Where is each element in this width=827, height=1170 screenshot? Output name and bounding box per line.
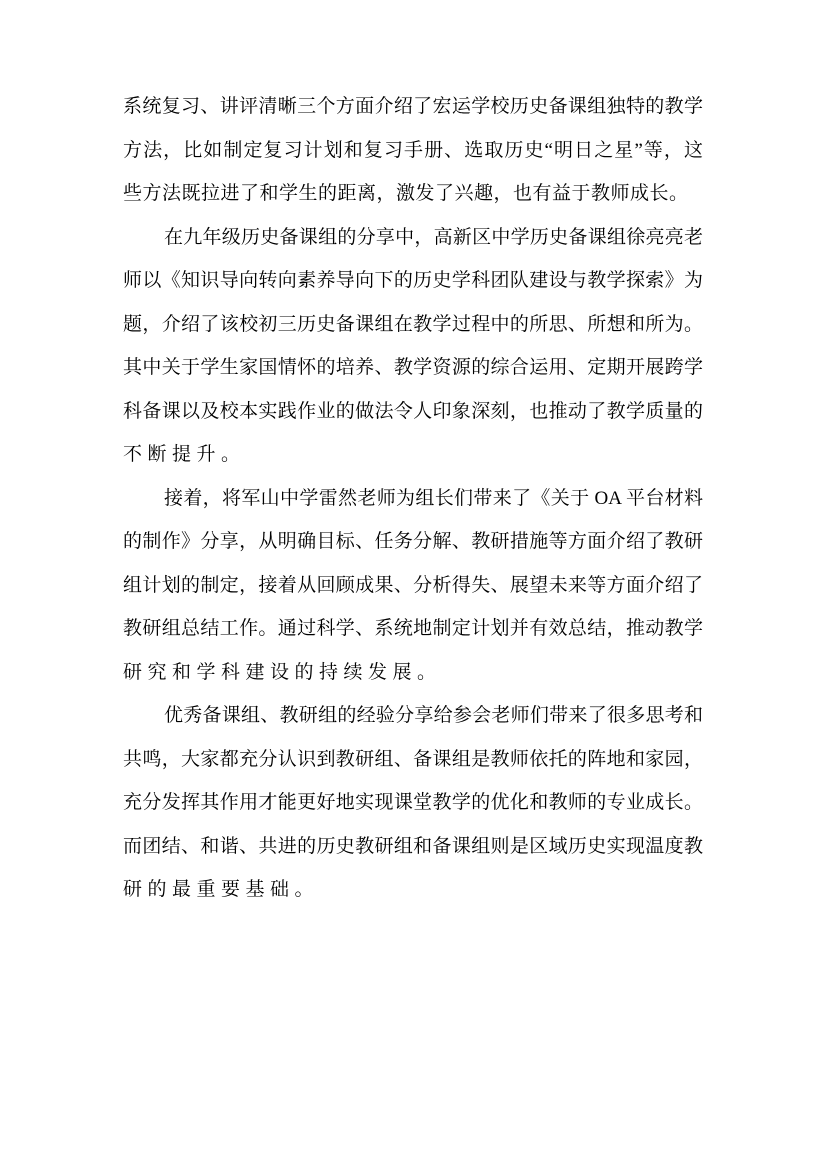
text-line: 研的最重要基础。 <box>123 879 320 900</box>
document-content <box>123 85 703 912</box>
text-line: 而团结、和谐、共进的历史教研组和备课组则是区域历史实现温度教 <box>123 835 703 857</box>
text-line: 师以《知识导向转向素养导向下的历史学科团队建设与教学探索》为 <box>123 270 703 291</box>
text-line: 接着，将军山中学雷然老师为组长们带来了《关于 OA 平台材料 <box>164 487 703 509</box>
paragraph <box>123 694 703 912</box>
text-line: 题，介绍了该校初三历史备课组在教学过程中的所思、所想和所为。 <box>123 313 703 335</box>
text-line: 的制作》分享，从明确目标、任务分解、教研措施等方面介绍了教研 <box>123 531 703 552</box>
paragraph <box>123 216 703 477</box>
text-line: 教研组总结工作。通过科学、系统地制定计划并有效总结，推动教学 <box>123 618 703 639</box>
text-line: 充分发挥其作用才能更好地实现课堂教学的优化和教师的专业成长。 <box>123 792 703 813</box>
text-line: 共鸣，大家都充分认识到教研组、备课组是教师依托的阵地和家园， <box>123 748 703 770</box>
text-line: 在九年级历史备课组的分享中，高新区中学历史备课组徐亮亮老 <box>164 226 703 248</box>
text-line: 不断提升。 <box>123 444 246 465</box>
text-line: 组计划的制定，接着从回顾成果、分析得失、展望未来等方面介绍了 <box>123 574 703 596</box>
text-line: 科备课以及校本实践作业的做法令人印象深刻，也推动了教学质量的 <box>123 400 703 422</box>
paragraph <box>123 85 703 216</box>
text-line: 研究和学科建设的持续发展。 <box>123 661 442 683</box>
text-line: 方法，比如制定复习计划和复习手册、选取历史“明日之星”等，这 <box>123 139 703 161</box>
text-line: 其中关于学生家国情怀的培养、教学资源的综合运用、定期开展跨学 <box>123 357 703 378</box>
text-line: 优秀备课组、教研组的经验分享给参会老师们带来了很多思考和 <box>164 705 703 726</box>
text-line: 系统复习、讲评清晰三个方面介绍了宏运学校历史备课组独特的教学 <box>123 96 703 117</box>
text-line: 些方法既拉进了和学生的距离，激发了兴趣，也有益于教师成长。 <box>123 183 689 204</box>
paragraph <box>123 477 703 695</box>
